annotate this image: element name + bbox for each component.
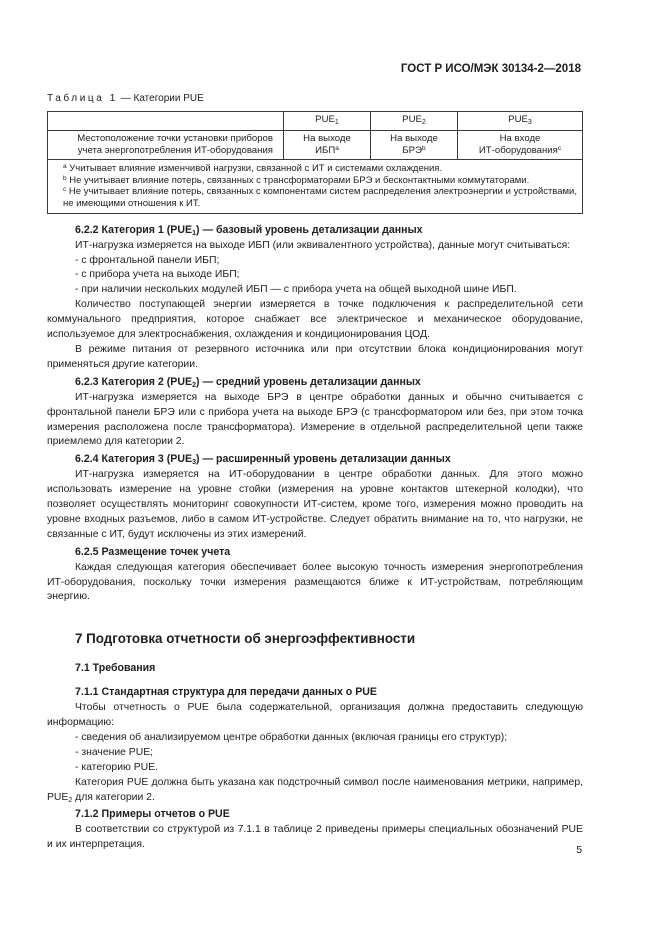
paragraph: ИТ-нагрузка измеряется на выходе ИБП (или эквивалентного устройства), данные могут считываться:	[75, 239, 571, 251]
pue-categories-table	[47, 111, 583, 214]
list-item: - сведения об анализируемом центре обработки данных (включая границы его структур);	[75, 731, 508, 743]
list-item: - значение PUE;	[75, 746, 154, 758]
section-7-heading: 7 Подготовка отчетности об энергоэффективности	[75, 631, 416, 647]
paragraph: В режиме питания от резервного источника или при отсутствии блока кондиционирования могут применяться другие категории.	[47, 343, 583, 370]
page-number: 5	[576, 845, 582, 856]
table-notes	[48, 159, 583, 213]
heading-6-2-2: 6.2.2 Категория 1 (PUE1) — базовый уровень детализации данных	[75, 223, 423, 237]
heading-7-1-1: 7.1.1 Стандартная структура для передачи данных о PUE	[75, 686, 377, 699]
paragraph: Категория PUE должна быть указана как подстрочный символ после наименования метрики, например, PUE2 для категории 2.	[47, 776, 583, 804]
table-note-b: $^b$ Не учитывает влияние потерь, связанных с трансформаторами БРЭ и бесконтактными коммутаторами.	[63, 174, 530, 186]
table-header-pue2: $PUE_2$	[371, 111, 458, 130]
list-item: - с прибора учета на выходе ИБП;	[75, 269, 240, 281]
heading-6-2-3: 6.2.3 Категория 2 (PUE2) — средний уровень детализации данных	[75, 375, 421, 389]
heading-7-1-2: 7.1.2 Примеры отчетов о PUE	[75, 808, 230, 821]
table-caption-title: Категории PUE	[133, 93, 204, 104]
list-item: - категорию PUE.	[75, 761, 158, 773]
heading-7-1: 7.1 Требования	[75, 662, 156, 675]
table-note-c: $^c$ Не учитывает влияние потерь, связанных с компонентами систем распределения электроэнергии и устройствами, не имеющими отношения к ИТ.	[63, 186, 577, 210]
document-code: ГОСТ Р ИСО/МЭК 30134-2—2018	[400, 63, 581, 75]
table-cell-pue2: На выходе БРЭ$^b$	[371, 130, 458, 159]
table-header-empty	[48, 111, 284, 130]
table-notes-row	[48, 159, 583, 213]
table-caption	[47, 92, 583, 107]
table-cell-pue3: На входе ИТ-оборудования$^c$	[458, 130, 583, 159]
paragraph: Каждая следующая категория обеспечивает более высокую точность измерения энергопотребления ИТ-оборудования, поскольку точки измерения размещаются ближе к ИТ-устройствам, потребляющим энергию.	[47, 561, 583, 603]
paragraph: В соответствии со структурой из 7.1.1 в таблице 2 приведены примеры специальных обозначений PUE и их интерпретация.	[47, 824, 583, 851]
table-header-pue1: $PUE_1$	[284, 111, 371, 130]
paragraph: Количество поступающей энергии измеряется в точке подключения к распределительной сети коммунального предприятия, которое снабжает все электрическое и механическое оборудование, используемое для электроснабжения, охлаждения и кондиционирования ЦОД.	[47, 299, 583, 341]
table-caption-label: Таблица 1	[47, 93, 118, 104]
table-note-a: $^a$ Учитывает влияние изменчивой нагрузки, связанной с ИТ и системами охлаждения.	[63, 162, 443, 174]
table-header-pue3: $PUE_3$	[458, 111, 583, 130]
list-item: - с фронтальной панели ИБП;	[75, 254, 220, 266]
paragraph: ИТ-нагрузка измеряется на ИТ-оборудовании в центре обработки данных. Для этого можно использовать измерение на уровне стойки (измерения на уровне контактов штекерной колодки), что позволяет осуществлять мониторинг совокупности ИТ-систем, кроме того, измерения можно проводить на уровне входных разъемов, либо в самом ИТ-устройстве. Следует обратить внимание на то, что нагрузки, не связанные с ИТ, будут исключены из этих измерений.	[47, 469, 583, 540]
table-header-row	[48, 111, 583, 130]
paragraph: ИТ-нагрузка измеряется на выходе БРЭ в центре обработки данных и обычно считывается с фронтальной панели БРЭ или с прибора учета на выходе БРЭ (с трансформатором или без, при этом точка измерения расположена после трансформатора). Измерение в отдельной распределительной цепи также приемлемо для категории 2.	[47, 391, 583, 448]
table-cell-pue1: На выходе ИБП$^a$	[284, 130, 371, 159]
list-item: - при наличии нескольких модулей ИБП — с прибора учета на общей выходной шине ИБП.	[75, 284, 517, 296]
table-row	[48, 130, 583, 159]
page-content	[47, 92, 583, 853]
paragraph: Чтобы отчетность о PUE была содержательной, организация должна предоставить следующую информацию:	[47, 702, 583, 728]
heading-6-2-4: 6.2.4 Категория 3 (PUE3) — расширенный уровень детализации данных	[75, 453, 451, 467]
table-row-label: Местоположение точки установки приборов учета энергопотребления ИТ-оборудования	[48, 130, 284, 159]
heading-6-2-5: 6.2.5 Размещение точек учета	[75, 545, 231, 558]
table-caption-dash: —	[120, 93, 134, 104]
